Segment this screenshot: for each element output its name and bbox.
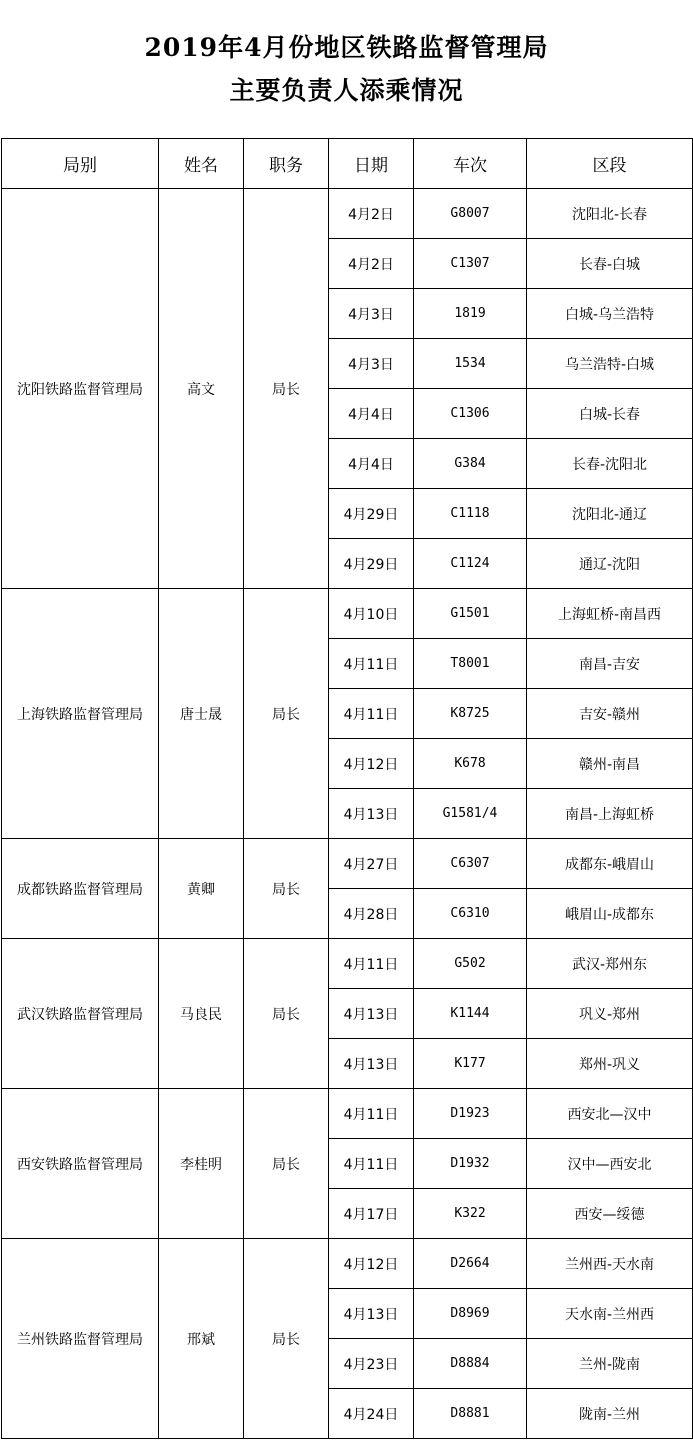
header-bureau: 局别 xyxy=(2,139,159,189)
train-number-cell: G8007 xyxy=(414,189,527,239)
document-subtitle: 主要负责人添乘情况 xyxy=(229,76,464,105)
person-name-cell: 邢斌 xyxy=(159,1239,244,1439)
document-title: 2019年4月份地区铁路监督管理局 xyxy=(144,33,549,62)
position-cell: 局长 xyxy=(244,1239,329,1439)
table-row xyxy=(2,589,693,639)
section-cell: 巩义-郑州 xyxy=(527,989,693,1039)
bureau-cell: 兰州铁路监督管理局 xyxy=(2,1239,159,1439)
person-name-cell: 马良民 xyxy=(159,939,244,1089)
section-cell: 白城-长春 xyxy=(527,389,693,439)
section-cell: 白城-乌兰浩特 xyxy=(527,289,693,339)
table-body xyxy=(2,189,693,1439)
train-number-cell: D8884 xyxy=(414,1339,527,1389)
person-name-cell: 高文 xyxy=(159,189,244,589)
header-name: 姓名 xyxy=(159,139,244,189)
date-cell: 4月11日 xyxy=(329,639,414,689)
header-position: 职务 xyxy=(244,139,329,189)
date-cell: 4月11日 xyxy=(329,939,414,989)
date-cell: 4月29日 xyxy=(329,539,414,589)
date-cell: 4月2日 xyxy=(329,239,414,289)
date-cell: 4月17日 xyxy=(329,1189,414,1239)
date-cell: 4月13日 xyxy=(329,1289,414,1339)
date-cell: 4月11日 xyxy=(329,1139,414,1189)
section-cell: 天水南-兰州西 xyxy=(527,1289,693,1339)
train-number-cell: D1932 xyxy=(414,1139,527,1189)
section-cell: 沈阳北-长春 xyxy=(527,189,693,239)
position-cell: 局长 xyxy=(244,1089,329,1239)
section-cell: 峨眉山-成都东 xyxy=(527,889,693,939)
section-cell: 南昌-吉安 xyxy=(527,639,693,689)
person-name-cell: 李桂明 xyxy=(159,1089,244,1239)
section-cell: 长春-白城 xyxy=(527,239,693,289)
section-cell: 陇南-兰州 xyxy=(527,1389,693,1439)
position-cell: 局长 xyxy=(244,589,329,839)
bureau-cell: 武汉铁路监督管理局 xyxy=(2,939,159,1089)
section-cell: 武汉-郑州东 xyxy=(527,939,693,989)
train-number-cell: D8969 xyxy=(414,1289,527,1339)
header-section: 区段 xyxy=(527,139,693,189)
section-cell: 兰州西-天水南 xyxy=(527,1239,693,1289)
train-number-cell: K322 xyxy=(414,1189,527,1239)
date-cell: 4月12日 xyxy=(329,739,414,789)
date-cell: 4月11日 xyxy=(329,1089,414,1139)
train-number-cell: C1118 xyxy=(414,489,527,539)
train-number-cell: K1144 xyxy=(414,989,527,1039)
train-number-cell: K8725 xyxy=(414,689,527,739)
section-cell: 西安—绥德 xyxy=(527,1189,693,1239)
date-cell: 4月13日 xyxy=(329,989,414,1039)
date-cell: 4月10日 xyxy=(329,589,414,639)
train-number-cell: C6307 xyxy=(414,839,527,889)
train-number-cell: C6310 xyxy=(414,889,527,939)
train-number-cell: C1307 xyxy=(414,239,527,289)
train-number-cell: G1501 xyxy=(414,589,527,639)
table-row xyxy=(2,1089,693,1139)
train-number-cell: D8881 xyxy=(414,1389,527,1439)
date-cell: 4月11日 xyxy=(329,689,414,739)
section-cell: 通辽-沈阳 xyxy=(527,539,693,589)
section-cell: 长春-沈阳北 xyxy=(527,439,693,489)
train-number-cell: G1581/4 xyxy=(414,789,527,839)
section-cell: 沈阳北-通辽 xyxy=(527,489,693,539)
ride-along-table xyxy=(1,138,693,1439)
date-cell: 4月4日 xyxy=(329,439,414,489)
section-cell: 赣州-南昌 xyxy=(527,739,693,789)
section-cell: 兰州-陇南 xyxy=(527,1339,693,1389)
section-cell: 乌兰浩特-白城 xyxy=(527,339,693,389)
date-cell: 4月27日 xyxy=(329,839,414,889)
section-cell: 成都东-峨眉山 xyxy=(527,839,693,889)
train-number-cell: C1124 xyxy=(414,539,527,589)
date-cell: 4月3日 xyxy=(329,289,414,339)
table-row xyxy=(2,1239,693,1289)
table-row xyxy=(2,189,693,239)
bureau-cell: 成都铁路监督管理局 xyxy=(2,839,159,939)
train-number-cell: K177 xyxy=(414,1039,527,1089)
position-cell: 局长 xyxy=(244,939,329,1089)
train-number-cell: T8001 xyxy=(414,639,527,689)
section-cell: 南昌-上海虹桥 xyxy=(527,789,693,839)
table-row xyxy=(2,939,693,989)
table-row xyxy=(2,839,693,889)
bureau-cell: 沈阳铁路监督管理局 xyxy=(2,189,159,589)
date-cell: 4月2日 xyxy=(329,189,414,239)
section-cell: 汉中—西安北 xyxy=(527,1139,693,1189)
date-cell: 4月12日 xyxy=(329,1239,414,1289)
bureau-cell: 上海铁路监督管理局 xyxy=(2,589,159,839)
train-number-cell: G384 xyxy=(414,439,527,489)
date-cell: 4月28日 xyxy=(329,889,414,939)
section-cell: 西安北—汉中 xyxy=(527,1089,693,1139)
section-cell: 吉安-赣州 xyxy=(527,689,693,739)
person-name-cell: 唐士晟 xyxy=(159,589,244,839)
position-cell: 局长 xyxy=(244,839,329,939)
bureau-cell: 西安铁路监督管理局 xyxy=(2,1089,159,1239)
train-number-cell: D2664 xyxy=(414,1239,527,1289)
train-number-cell: G502 xyxy=(414,939,527,989)
date-cell: 4月23日 xyxy=(329,1339,414,1389)
date-cell: 4月13日 xyxy=(329,789,414,839)
header-date: 日期 xyxy=(329,139,414,189)
train-number-cell: K678 xyxy=(414,739,527,789)
table-header-row xyxy=(2,139,693,189)
train-number-cell: 1819 xyxy=(414,289,527,339)
date-cell: 4月3日 xyxy=(329,339,414,389)
train-number-cell: D1923 xyxy=(414,1089,527,1139)
section-cell: 郑州-巩义 xyxy=(527,1039,693,1089)
train-number-cell: C1306 xyxy=(414,389,527,439)
section-cell: 上海虹桥-南昌西 xyxy=(527,589,693,639)
date-cell: 4月29日 xyxy=(329,489,414,539)
date-cell: 4月4日 xyxy=(329,389,414,439)
train-number-cell: 1534 xyxy=(414,339,527,389)
header-train: 车次 xyxy=(414,139,527,189)
date-cell: 4月24日 xyxy=(329,1389,414,1439)
person-name-cell: 黄卿 xyxy=(159,839,244,939)
date-cell: 4月13日 xyxy=(329,1039,414,1089)
position-cell: 局长 xyxy=(244,189,329,589)
